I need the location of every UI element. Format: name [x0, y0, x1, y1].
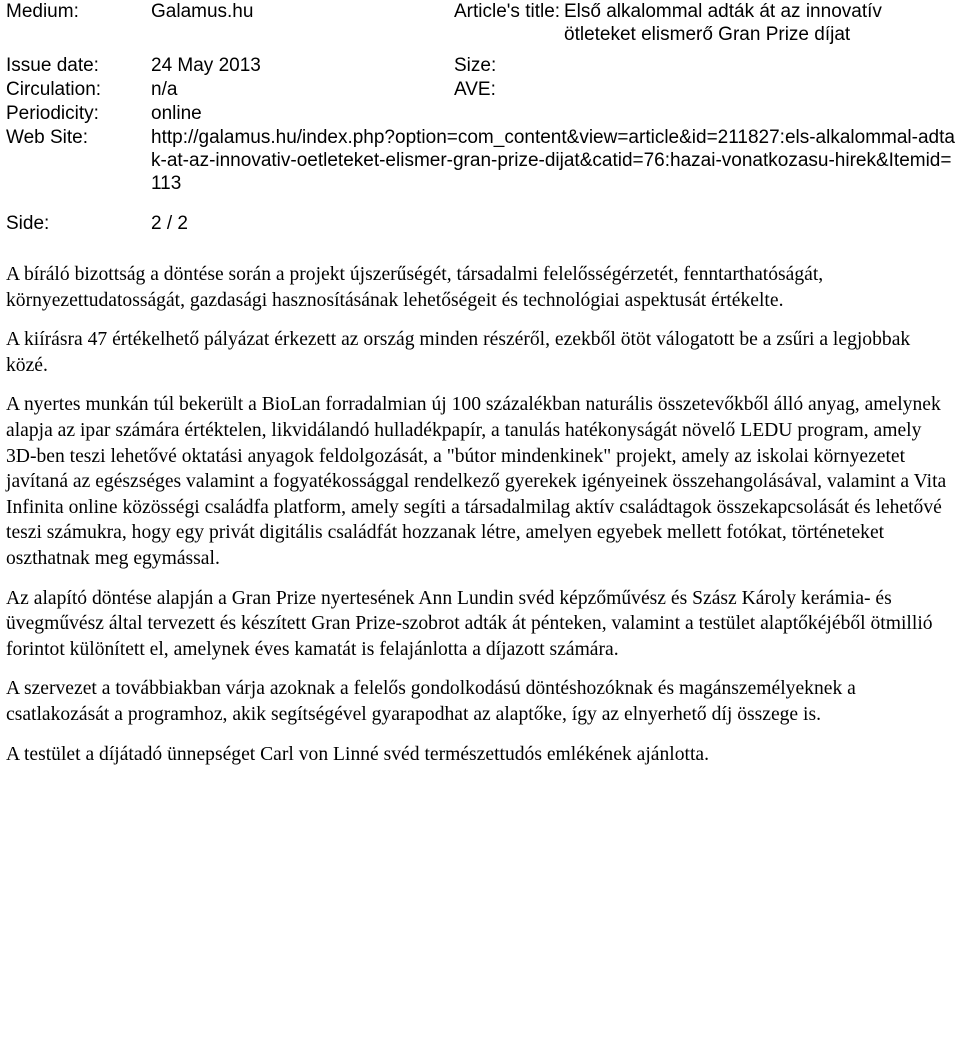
website-url[interactable]: http://galamus.hu/index.php?option=com_content&view=article&id=211827:els-alkalommal-adtak-at-az-innovativ-oetleteket-elismer-gran-prize-dijat&catid=76:hazai-vonatkozasu-hirek&Itemid=113	[151, 127, 955, 194]
side-value: 2 / 2	[151, 213, 188, 234]
issue-date-label: Issue date:	[6, 55, 99, 76]
medium-label: Medium:	[6, 1, 79, 22]
title-label: Article's title:	[454, 1, 561, 22]
circulation-value: n/a	[151, 79, 178, 100]
ave-label: AVE:	[454, 79, 496, 100]
side-label: Side:	[6, 213, 50, 234]
title-value: Első alkalommal adták át az innovatív ötleteket elismerő Gran Prize díjat	[564, 1, 882, 45]
circulation-label: Circulation:	[6, 79, 102, 100]
medium-value: Galamus.hu	[151, 1, 254, 22]
article-paragraph: A bíráló bizottság a döntése során a projekt újszerűségét, társadalmi felelősségérzetét, fenntarthatóságát, környezettudatosságát, gazdasági hasznosításának lehetőségeit és technológiai aspektusát értékelte.	[6, 264, 824, 311]
article-body	[6, 262, 956, 781]
article-paragraph: A testület a díjátadó ünnepséget Carl von Linné svéd természettudós emlékének ajánlotta.	[6, 743, 709, 765]
article-paragraph: A kiírásra 47 értékelhető pályázat érkezett az ország minden részéről, ezekből ötöt válogatott be a zsűri a legjobbak közé.	[6, 329, 911, 376]
article-paragraph: Az alapító döntése alapján a Gran Prize nyertesének Ann Lundin svéd képzőművész és Szász Károly kerámia- és üvegművész által tervezett és készített Gran Prize-szobrot adták át pénteken, valamint a testület alaptőkéjéből ötmillió forintot különített el, amelynek éves kamatát is felajánlotta a díjazott számára.	[6, 587, 933, 660]
size-label: Size:	[454, 55, 497, 76]
issue-date-value: 24 May 2013	[151, 55, 261, 76]
periodicity-label: Periodicity:	[6, 103, 99, 124]
article-paragraph: A nyertes munkán túl bekerült a BioLan forradalmian új 100 százalékban naturális összetevőkből álló anyag, amelynek alapja az ipar számára értéktelen, likvidálandó hulladékpapír, a tanulás hatékonyságát növelő LEDU program, amely 3D-ben teszi lehetővé oktatási anyagok feldolgozását, a "bútor mindenkinek" projekt, amely az iskolai környezetet javítaná az egészséges valamint a fogyatékossággal rendelkező gyerekek igényeinek összehangolásával, valamint a Vita Infinita online közösségi családfa platform, amely segíti a társadalmilag aktív családtagok összekapcsolását és lehetővé teszi számukra, hogy egy privát digitális családfát hozzanak létre, amelyen egyebek mellett fotókat, történeteket oszthatnak meg egymással.	[6, 394, 947, 569]
website-label: Web Site:	[6, 127, 89, 148]
periodicity-value: online	[151, 103, 202, 124]
article-paragraph: A szervezet a továbbiakban várja azoknak a felelős gondolkodású döntéshozóknak és magánszemélyeknek a csatlakozását a programhoz, akik segítségével gyarapodhat az alaptőke, így az elnyerhető díj összege is.	[6, 678, 856, 725]
